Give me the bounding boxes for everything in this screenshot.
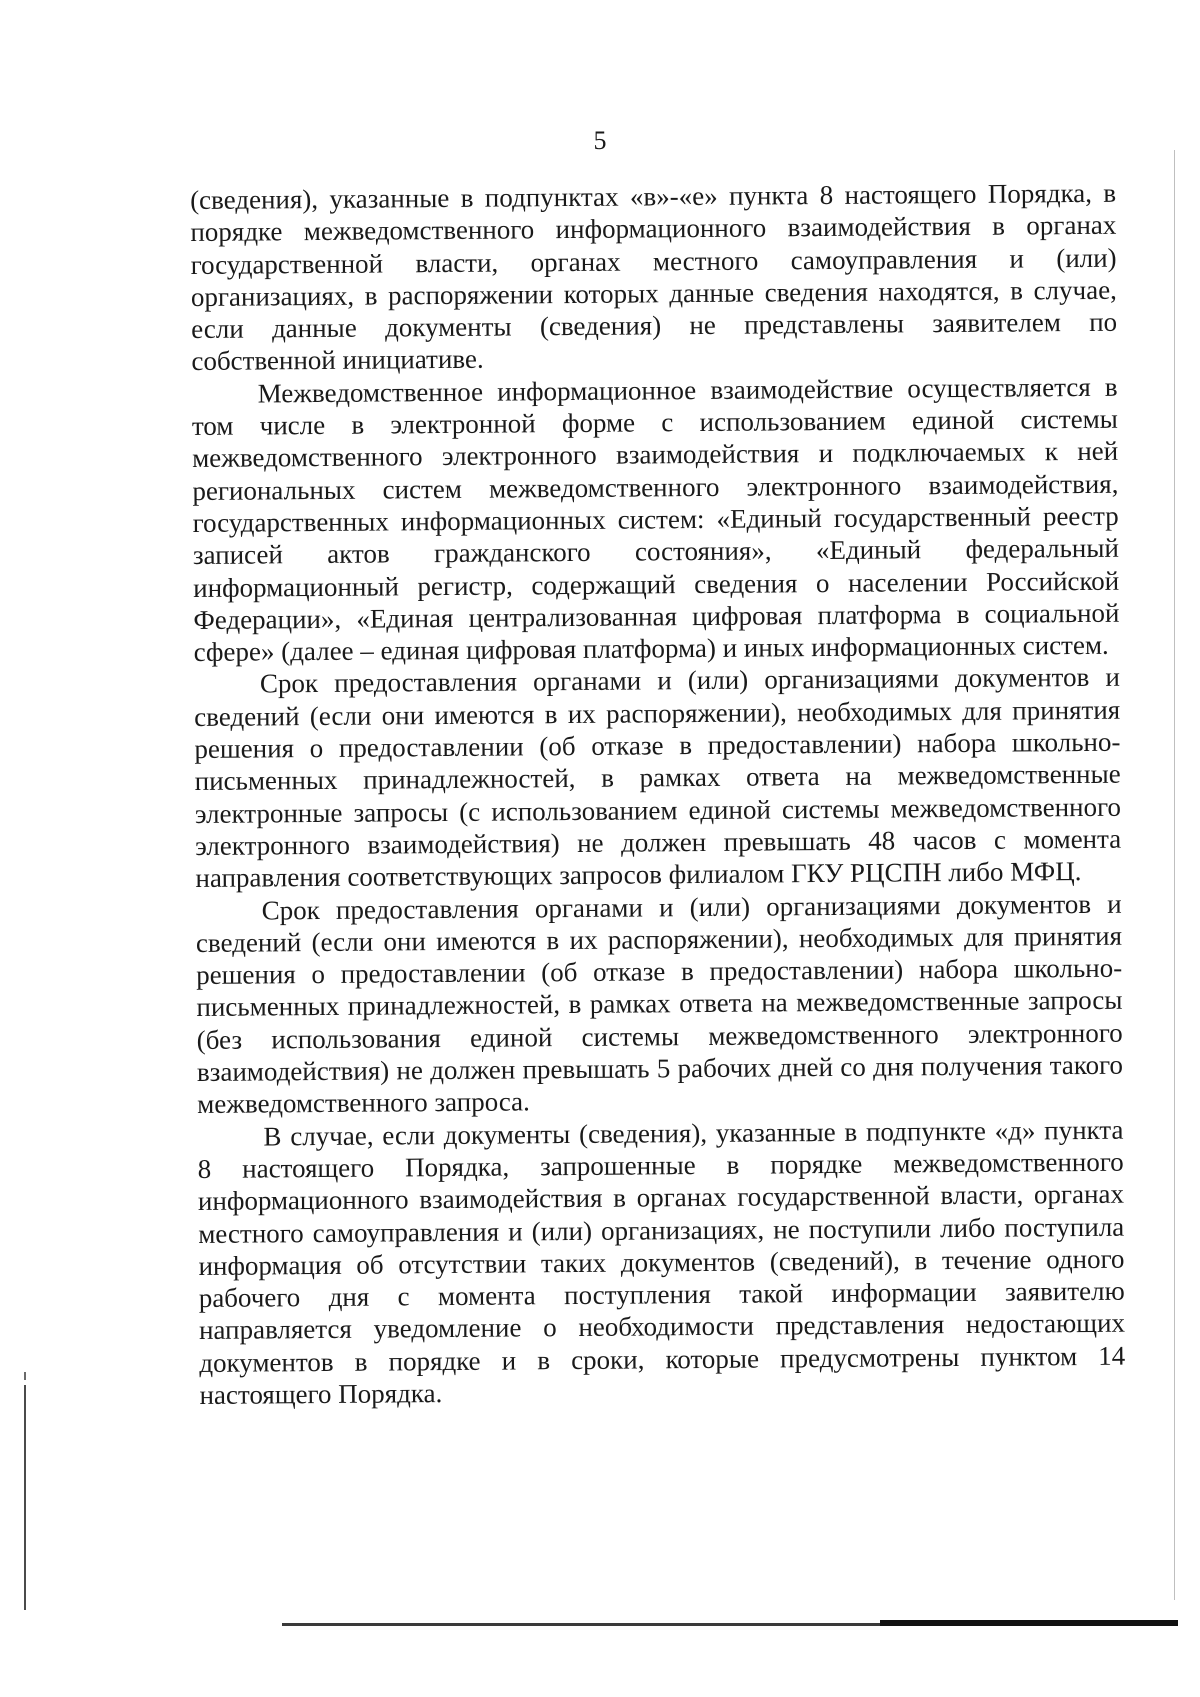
paragraph-missing-documents: В случае, если документы (сведения), указанные в подпункте «д» пункта 8 настоящего Порядка, запрошенные в порядке межведомственного информационного взаимодействия в органах государственной власти, органах местного самоуправления и (или) организациях, не поступили либо поступила информация об отсутствии таких документов (сведений), в течение одного рабочего дня с момента поступления такой информации заявителю направляется уведомление о необходимости представления недостающих документов в порядке и в сроки, которые предусмотрены пунктом 14 настоящего Порядка. [197,1114,1126,1410]
scan-left-edge-line [24,1385,26,1610]
paragraph-continuation: (сведения), указанные в подпунктах «в»-«е» пункта 8 настоящего Порядка, в порядке межведомственного информационного взаимодействия в органах государственной власти, органах местного самоуправления и (или) организациях, в распоряжении которых данные сведения находятся, в случае, если данные документы (сведения) не представлены заявителем по собственной инициативе. [190,177,1118,377]
paragraph-electronic-request-deadline: Срок предоставления органами и (или) организациями документов и сведений (если они имеются в их распоряжении), необходимых для принятия решения о предоставлении (об отказе в предоставлении) набора школьно-письменных принадлежностей, в рамках ответа на межведомственные электронные запросы (с использованием единой системы межведомственного электронного взаимодействия) не должен превышать 48 часов с момента направления соответствующих запросов филиалом ГКУ РЦСПН либо МФЦ. [194,662,1122,894]
scan-edge-mark [24,1372,26,1380]
paragraph-paper-request-deadline: Срок предоставления органами и (или) организациями документов и сведений (если они имеются в их распоряжении), необходимых для принятия решения о предоставлении (об отказе в предоставлении) набора школьно-письменных принадлежностей, в рамках ответа на межведомственные запросы (без использования единой системы межведомственного электронного взаимодействия) не должен превышать 5 рабочих дней со дня получения такого межведомственного запроса. [195,888,1124,1120]
scan-right-edge-line [1174,150,1175,1600]
page-number: 5 [593,126,607,155]
scan-bottom-edge-shadow [880,1620,1178,1626]
paragraph-interagency-interaction: Межведомственное информационное взаимодействие осуществляется в том числе в электронной форме с использованием единой системы межведомственного электронного взаимодействия и подключаемых к ней региональных систем межведомственного электронного взаимодействия, государственных информационных систем: «Единый государственный реестр записей актов гражданского состояния», «Единый федеральный информационный регистр, содержащий сведения о населении Российской Федерации», «Единая централизованная цифровая платформа в социальной сфере» (далее – единая цифровая платформа) и иных информационных систем. [191,371,1120,668]
document-body [190,177,1126,1412]
